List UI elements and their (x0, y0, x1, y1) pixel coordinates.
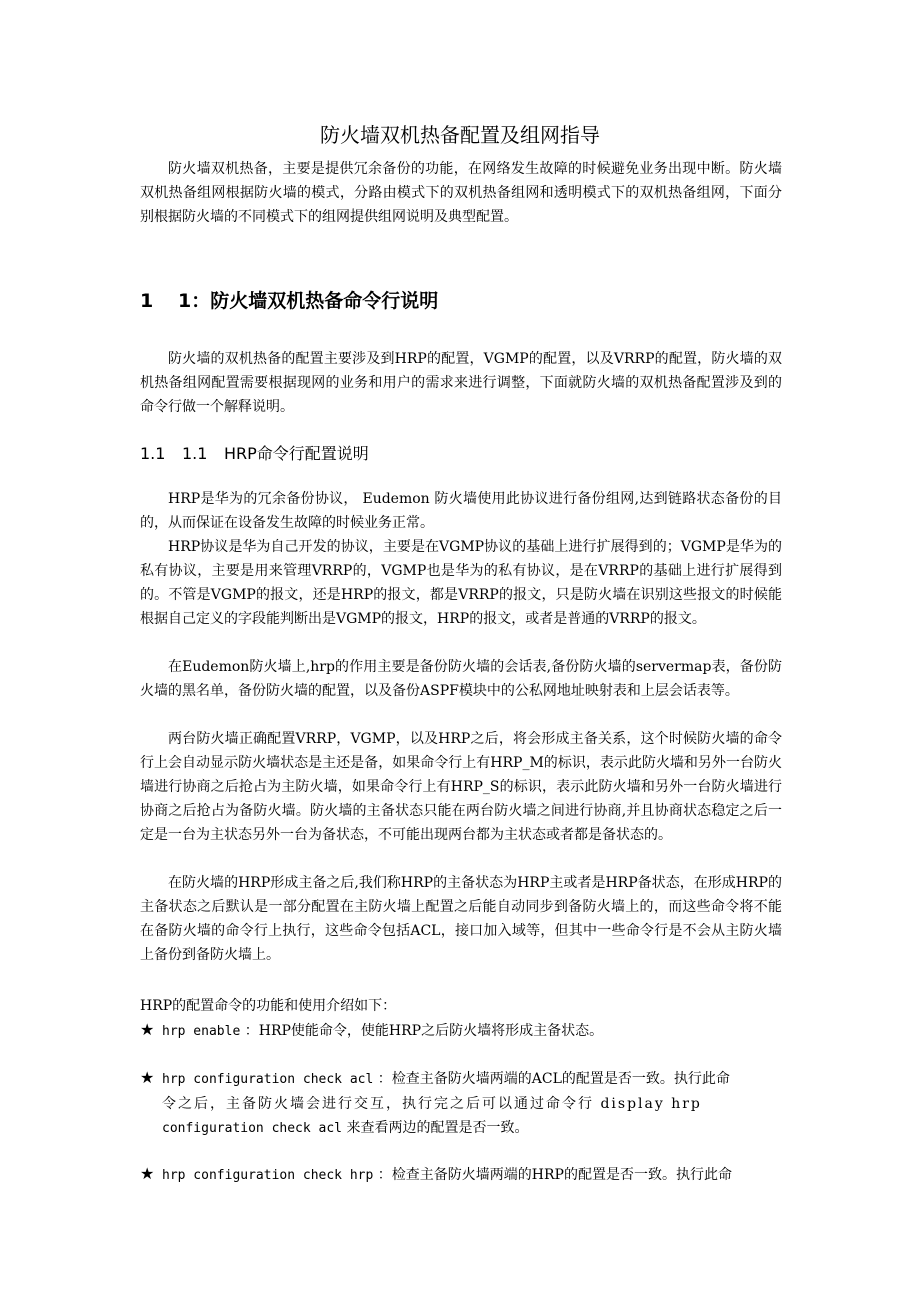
star-icon: ★ (140, 1164, 155, 1183)
section-1-heading (140, 286, 438, 316)
intro-paragraph: 防火墙双机热备，主要是提供冗余备份的功能，在网络发生故障的时候避免业务出现中断。防火墙双机热备组网根据防火墙的模式，分路由模式下的双机热备组网和透明模式下的双机热备组网，下面分别根据防火墙的不同模式下的组网提供组网说明及典型配置。 (140, 161, 782, 225)
command-description: ：检查主备防火墙两端的ACL的配置是否一致。执行此命 (377, 1071, 730, 1087)
section-1-1-heading (140, 441, 369, 467)
section-1-title: 1：防火墙双机热备命令行说明 (178, 290, 439, 312)
command-description-continued: 令之后，主备防火墙会进行交互，执行完之后可以通过命令行 display hrp (162, 1096, 702, 1112)
command-item (140, 1018, 782, 1044)
command-description: ：检查主备防火墙两端的HRP的配置是否一致。执行此命 (377, 1167, 732, 1183)
command-item (140, 1162, 782, 1188)
hrp-paragraph-1: HRP是华为的冗余备份协议， Eudemon 防火墙使用此协议进行备份组网,达到链路状态备份的目的，从而保证在设备发生故障的时候业务正常。 (140, 491, 782, 531)
section-1-number: 1 (140, 290, 154, 312)
document-title: 防火墙双机热备配置及组网指导 (320, 123, 600, 147)
command-name: configuration check acl (162, 1121, 343, 1136)
command-description: ：HRP使能命令，使能HRP之后防火墙将形成主备状态。 (244, 1023, 604, 1039)
command-name: hrp configuration check acl (162, 1072, 374, 1087)
star-icon: ★ (140, 1020, 155, 1039)
command-description-continued: 来查看两边的配置是否一致。 (346, 1120, 529, 1136)
command-name: hrp enable (162, 1024, 241, 1039)
command-intro: HRP的配置命令的功能和使用介绍如下： (140, 998, 397, 1014)
command-name: hrp configuration check hrp (162, 1168, 374, 1183)
hrp-paragraph-4: 两台防火墙正确配置VRRP，VGMP，以及HRP之后，将会形成主备关系，这个时候防火墙的命令行上会自动显示防火墙状态是主还是备，如果命令行上有HRP_M的标识，表示此防火墙和另外一台防火墙进行协商之后抢占为主防火墙，如果命令行上有HRP_S的标识，表示此防火墙和另外一台防火墙进行协商之后抢占为备防火墙。防火墙的主备状态只能在两台防火墙之间进行协商,并且协商状态稳定之后一定是一台为主状态另外一台为备状态，不可能出现两台都为主状态或者都是备状态的。 (140, 731, 782, 843)
star-icon: ★ (140, 1068, 155, 1087)
hrp-paragraph-2: HRP协议是华为自己开发的协议，主要是在VGMP协议的基础上进行扩展得到的；VGMP是华为的私有协议，主要是用来管理VRRP的，VGMP也是华为的私有协议，是在VRRP的基础上进行扩展得到的。不管是VGMP的报文，还是HRP的报文，都是VRRP的报文，只是防火墙在识别这些报文的时候能根据自己定义的字段能判断出是VGMP的报文，HRP的报文，或者是普通的VRRP的报文。 (140, 539, 782, 627)
command-item (140, 1066, 782, 1141)
section-1-1-title: HRP命令行配置说明 (224, 444, 369, 463)
section-1-1-number: 1.1 (140, 444, 166, 463)
section-1-1-subnumber: 1.1 (182, 444, 208, 463)
section-1-paragraph: 防火墙的双机热备的配置主要涉及到HRP的配置，VGMP的配置，以及VRRP的配置，防火墙的双机热备组网配置需要根据现网的业务和用户的需求来进行调整，下面就防火墙的双机热备配置涉及到的命令行做一个解释说明。 (140, 351, 782, 415)
hrp-paragraph-5: 在防火墙的HRP形成主备之后,我们称HRP的主备状态为HRP主或者是HRP备状态，在形成HRP的主备状态之后默认是一部分配置在主防火墙上配置之后能自动同步到备防火墙上的，而这些命令将不能在备防火墙的命令行上执行，这些命令包括ACL，接口加入域等，但其中一些命令行是不会从主防火墙上备份到备防火墙上。 (140, 875, 782, 963)
hrp-paragraph-3: 在Eudemon防火墙上,hrp的作用主要是备份防火墙的会话表,备份防火墙的servermap表，备份防火墙的黑名单，备份防火墙的配置，以及备份ASPF模块中的公私网地址映射表和上层会话表等。 (140, 659, 782, 699)
